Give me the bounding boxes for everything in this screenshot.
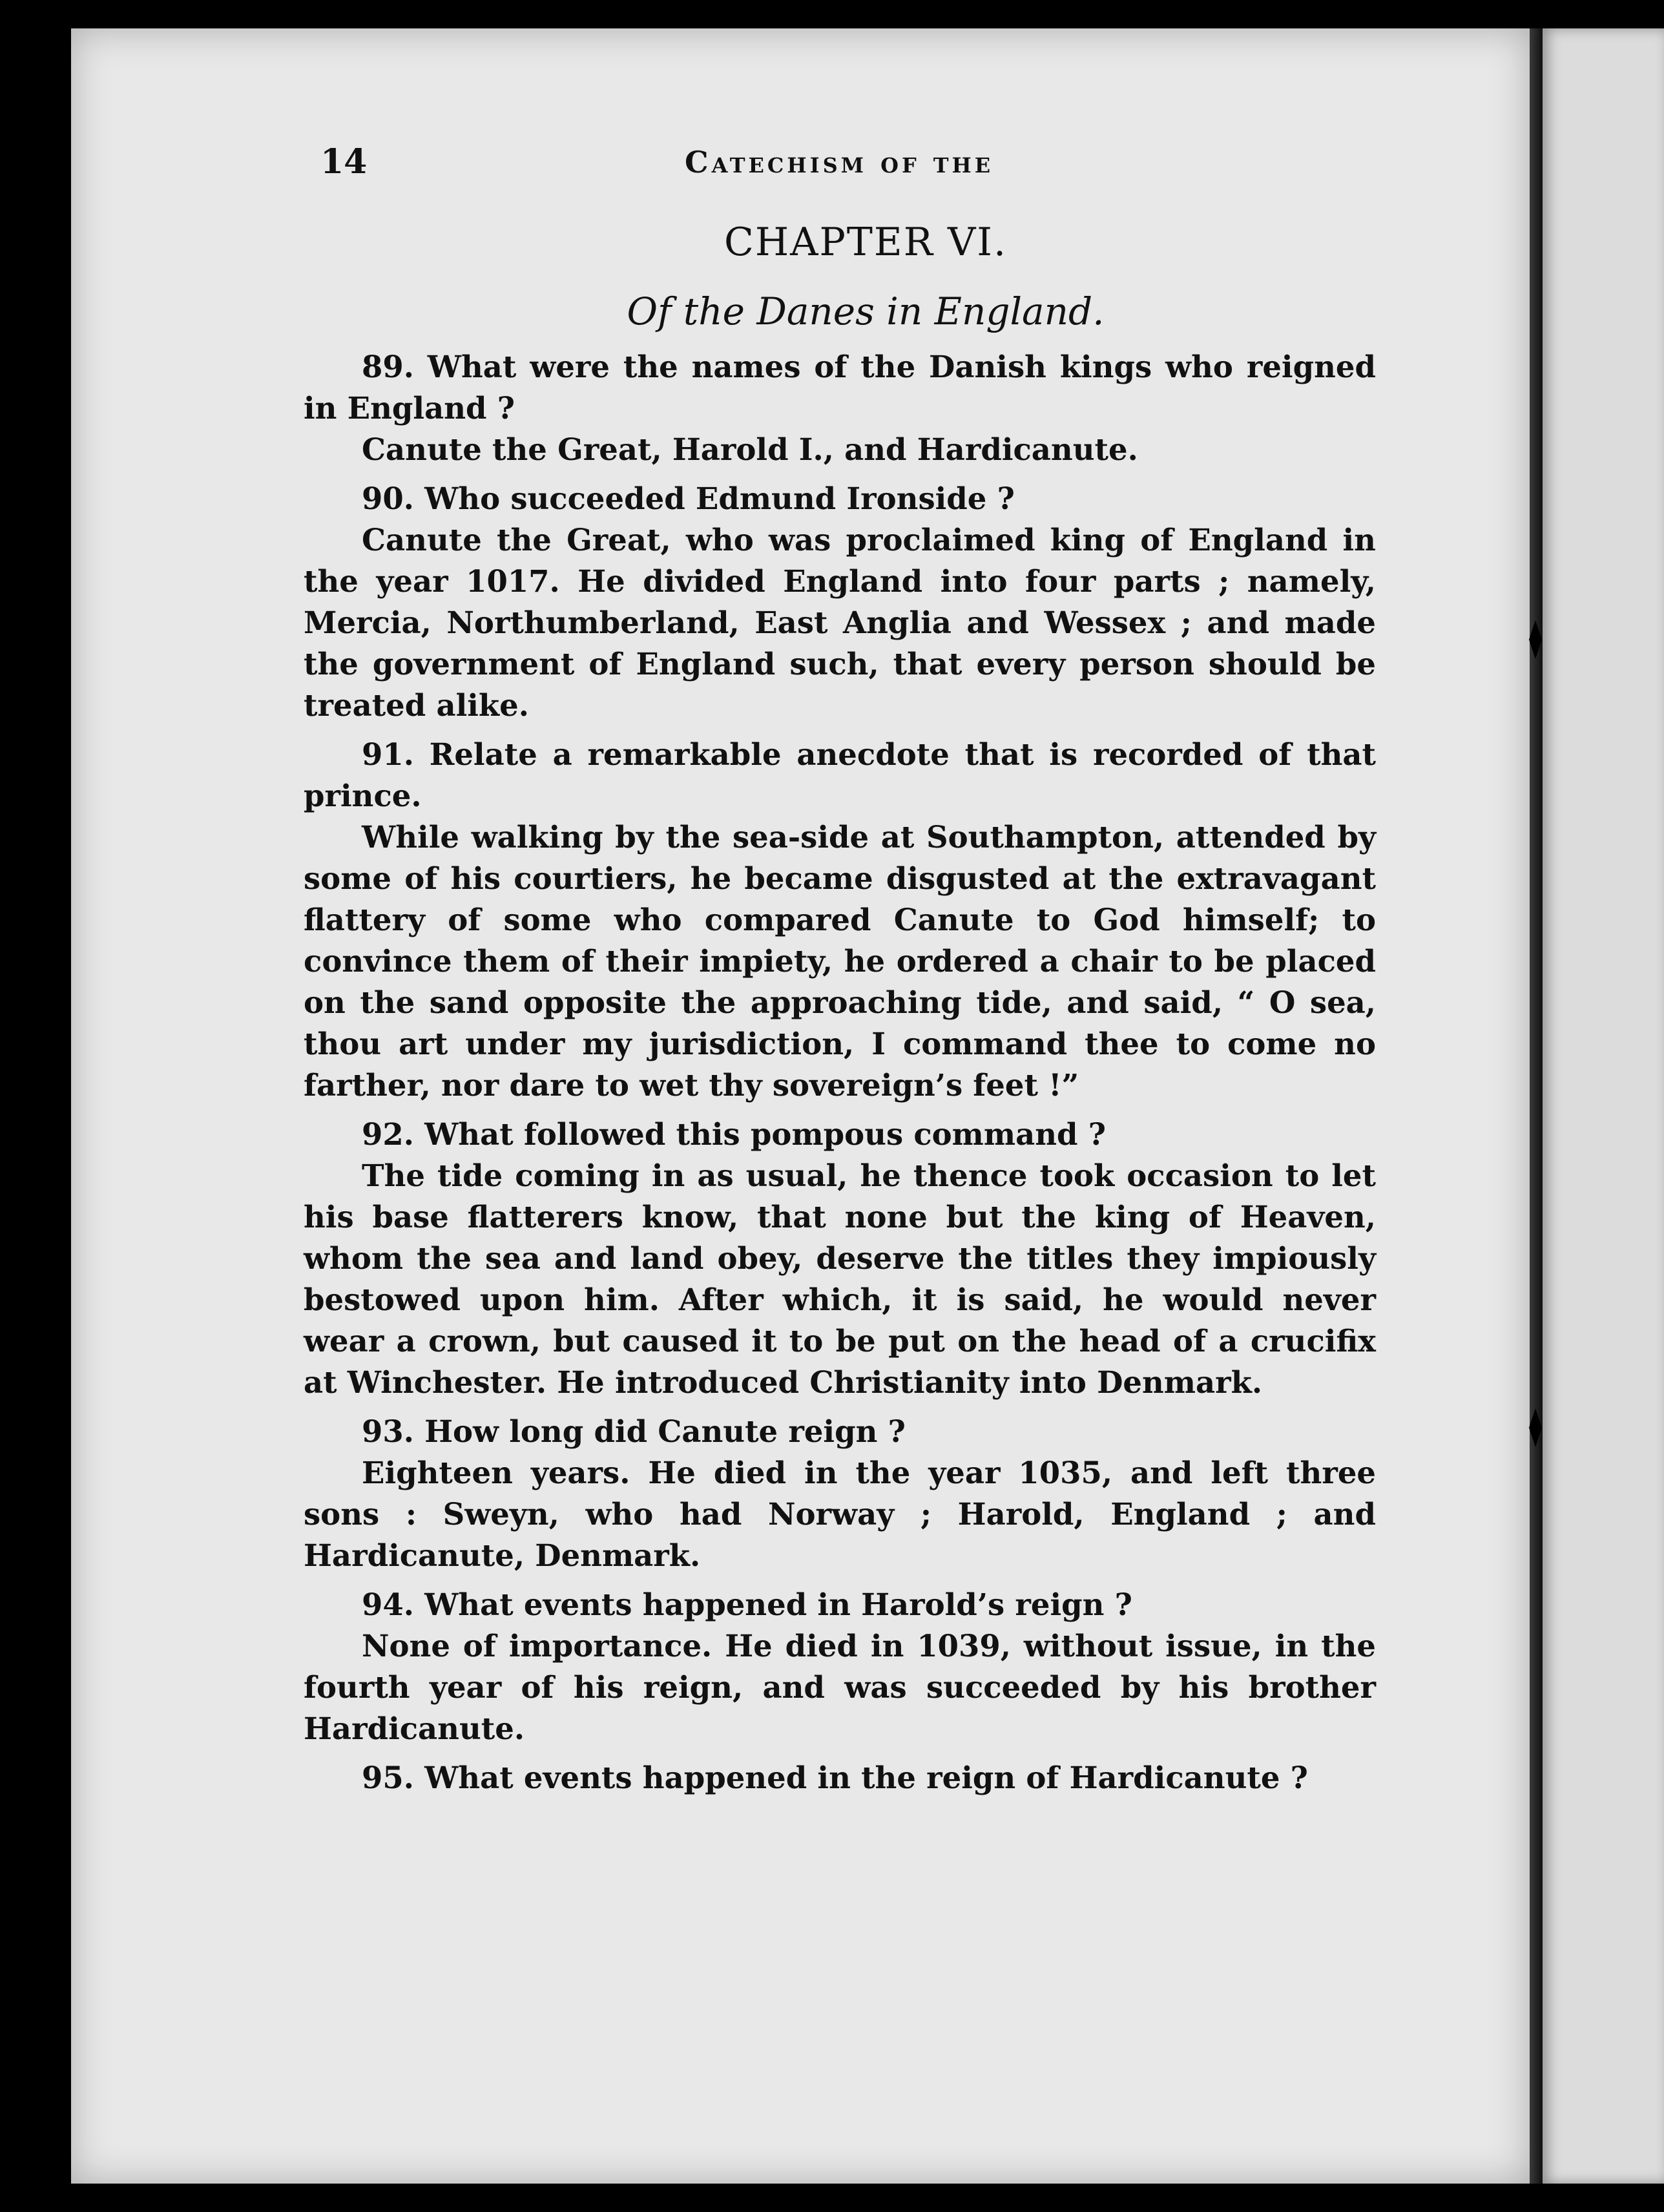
answer: None of importance. He died in 1039, without issue, in the fourth year of his reign, and was succeeded by his brother Hardicanute. bbox=[304, 1628, 1376, 1746]
question: 90. Who succeeded Edmund Ironside ? bbox=[362, 481, 1015, 516]
entry-90 bbox=[304, 478, 1376, 726]
page-gutter bbox=[1530, 28, 1543, 2184]
answer: Canute the Great, Harold I., and Hardicanute. bbox=[362, 432, 1138, 467]
running-head bbox=[304, 116, 1376, 182]
question: 91. Relate a remarkable anecdote that is recorded of that prince. bbox=[304, 736, 1376, 813]
running-title: Catechism of the bbox=[685, 145, 994, 180]
chapter-title: CHAPTER VI. bbox=[723, 220, 1008, 265]
entry-89 bbox=[304, 346, 1376, 470]
facing-page-edge bbox=[1543, 28, 1664, 2184]
question: 89. What were the names of the Danish kings who reigned in England ? bbox=[304, 349, 1376, 426]
entry-95 bbox=[304, 1757, 1376, 1799]
entry-92 bbox=[304, 1114, 1376, 1403]
question: 93. How long did Canute reign ? bbox=[362, 1414, 906, 1449]
question: 95. What events happened in the reign of Hardicanute ? bbox=[362, 1760, 1308, 1795]
catechism-entries bbox=[304, 346, 1376, 1799]
page-number: 14 bbox=[320, 142, 368, 182]
entry-91 bbox=[304, 734, 1376, 1106]
answer: Eighteen years. He died in the year 1035, and left three sons : Sweyn, who had Norway ; Harold, England ; and Hardicanute, Denmark. bbox=[304, 1455, 1376, 1573]
page-text bbox=[304, 116, 1376, 1806]
question: 92. What followed this pompous command ? bbox=[362, 1116, 1106, 1152]
answer: Canute the Great, who was proclaimed king of England in the year 1017. He divided England into four parts ; namely, Mercia, Northumberland, East Anglia and Wessex ; and made the government of England such, that every person should be treated alike. bbox=[304, 522, 1376, 723]
entry-93 bbox=[304, 1411, 1376, 1576]
question: 94. What events happened in Harold’s reign ? bbox=[362, 1587, 1132, 1622]
answer: The tide coming in as usual, he thence took occasion to let his base flatterers know, that none but the king of Heaven, whom the sea and land obey, deserve the titles they impiously bestowed upon him. After which, it is said, he would never wear a crown, but caused it to be put on the head of a crucifix at Winchester. He introduced Christianity into Denmark. bbox=[304, 1158, 1376, 1400]
entry-94 bbox=[304, 1584, 1376, 1749]
answer: While walking by the sea-side at Southampton, attended by some of his courtiers, he became disgusted at the extravagant flattery of some who compared Canute to God himself; to convince them of their impiety, he ordered a chair to be placed on the sand opposite the approaching tide, and said, “ O sea, thou art under my jurisdiction, I command thee to come no farther, nor dare to wet thy sovereign’s feet !” bbox=[304, 819, 1376, 1103]
chapter-subtitle: Of the Danes in England. bbox=[627, 289, 1105, 333]
